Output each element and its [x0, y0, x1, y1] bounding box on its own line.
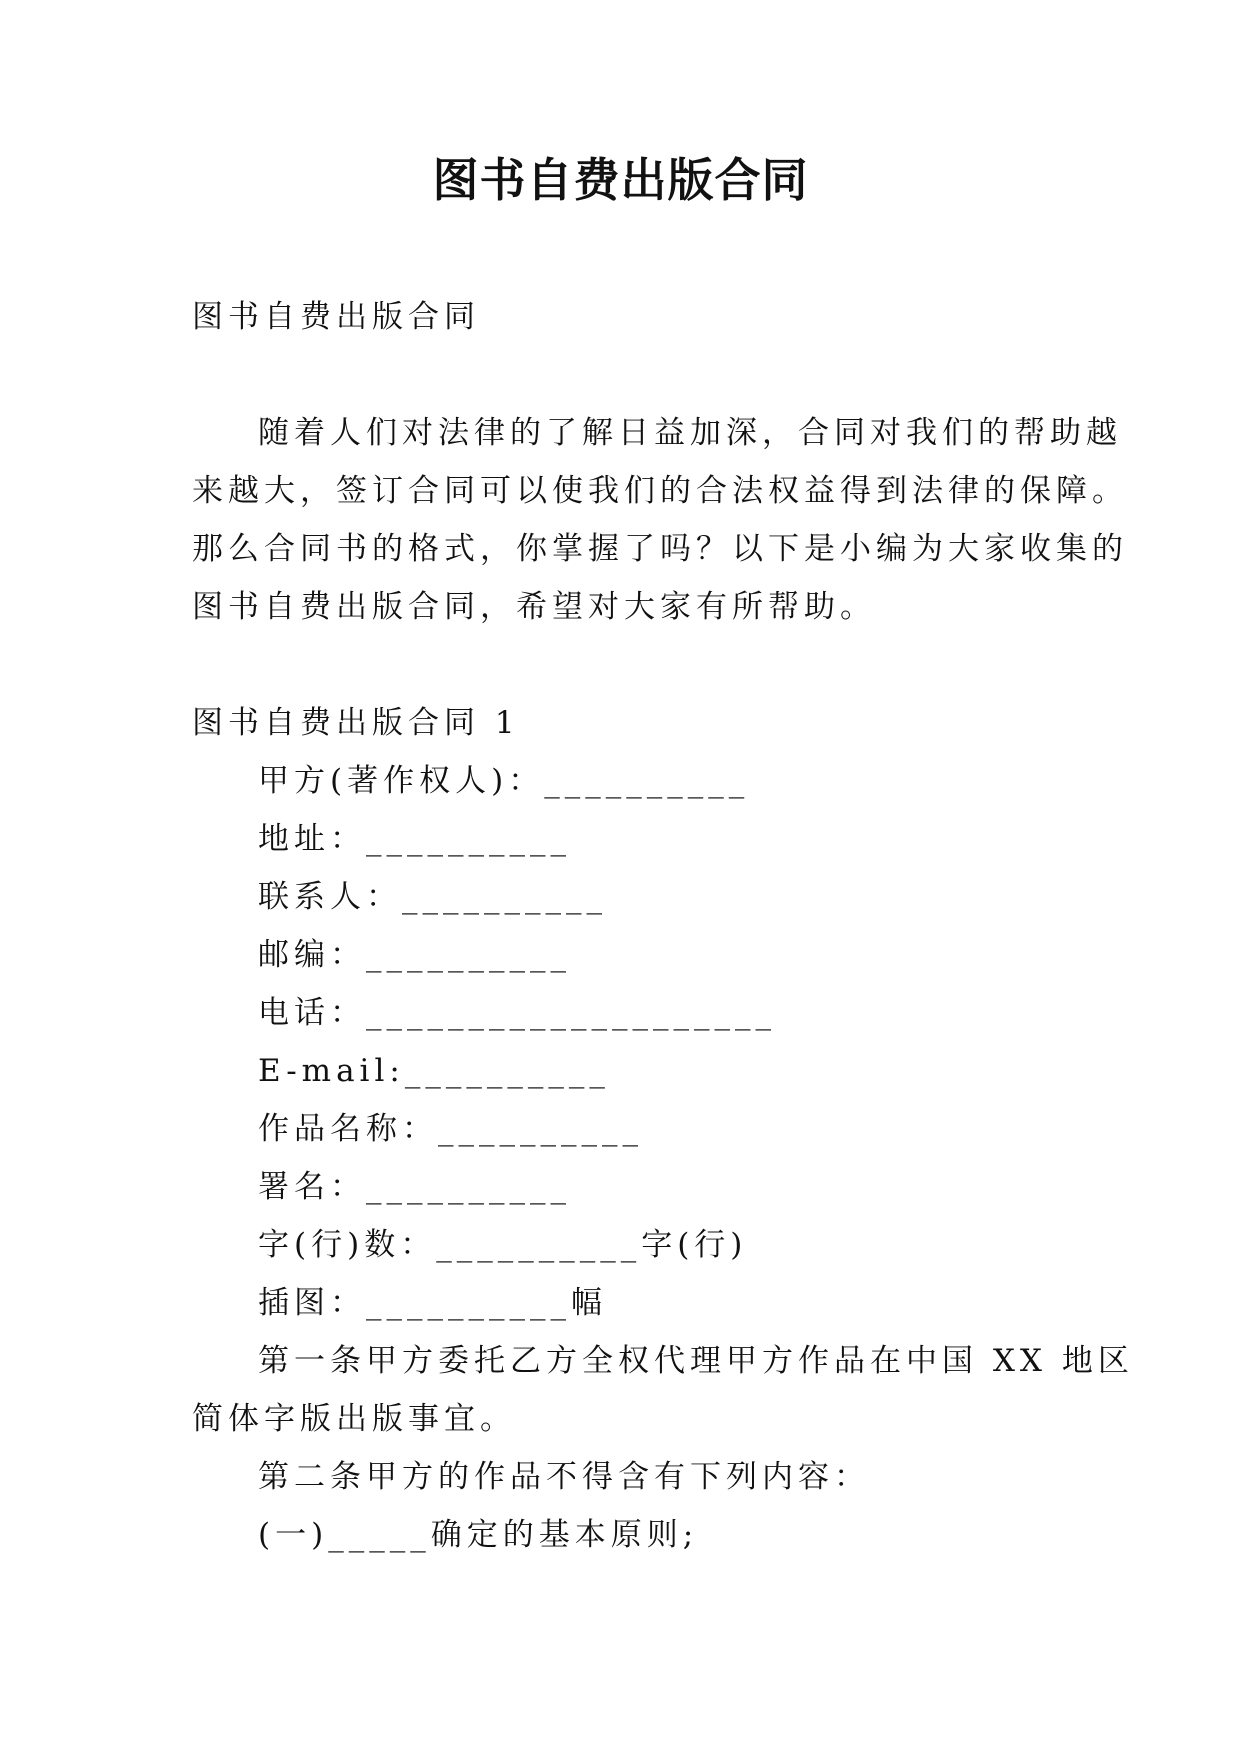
field-party-a: 甲方(著作权人)：__________ — [258, 763, 750, 799]
field-email: E-mail:__________ — [258, 1053, 610, 1089]
spacer — [192, 636, 1072, 694]
article-1-line: 简体字版出版事宜。 — [192, 1401, 516, 1437]
field-phone: 电话：____________________ — [258, 995, 776, 1031]
document-title: 图书自费出版合同 — [432, 153, 809, 207]
article-1-line: 第一条甲方委托乙方全权代理甲方作品在中国 XX 地区 — [258, 1343, 1134, 1379]
intro-line: 那么合同书的格式，你掌握了吗？以下是小编为大家收集的 — [192, 531, 1128, 567]
intro-line: 随着人们对法律的了解日益加深，合同对我们的帮助越 — [258, 415, 1122, 451]
article-2: 第二条甲方的作品不得含有下列内容： — [258, 1459, 870, 1495]
spacer — [192, 346, 1072, 404]
field-postcode: 邮编：__________ — [258, 937, 571, 973]
field-address: 地址：__________ — [258, 821, 571, 857]
field-contact: 联系人：__________ — [258, 879, 607, 915]
document-body — [192, 288, 1134, 1564]
field-illustrations: 插图：__________幅 — [258, 1285, 607, 1321]
article-2-item-1: (一)_____确定的基本原则; — [258, 1517, 699, 1553]
field-work-title: 作品名称：__________ — [258, 1111, 643, 1147]
field-signature: 署名：__________ — [258, 1169, 571, 1205]
subtitle: 图书自费出版合同 — [192, 299, 480, 335]
section-heading: 图书自费出版合同 1 — [192, 705, 520, 741]
intro-line: 图书自费出版合同，希望对大家有所帮助。 — [192, 589, 876, 625]
intro-line: 来越大，签订合同可以使我们的合法权益得到法律的保障。 — [192, 473, 1128, 509]
field-word-count: 字(行)数：__________字(行) — [258, 1227, 748, 1263]
